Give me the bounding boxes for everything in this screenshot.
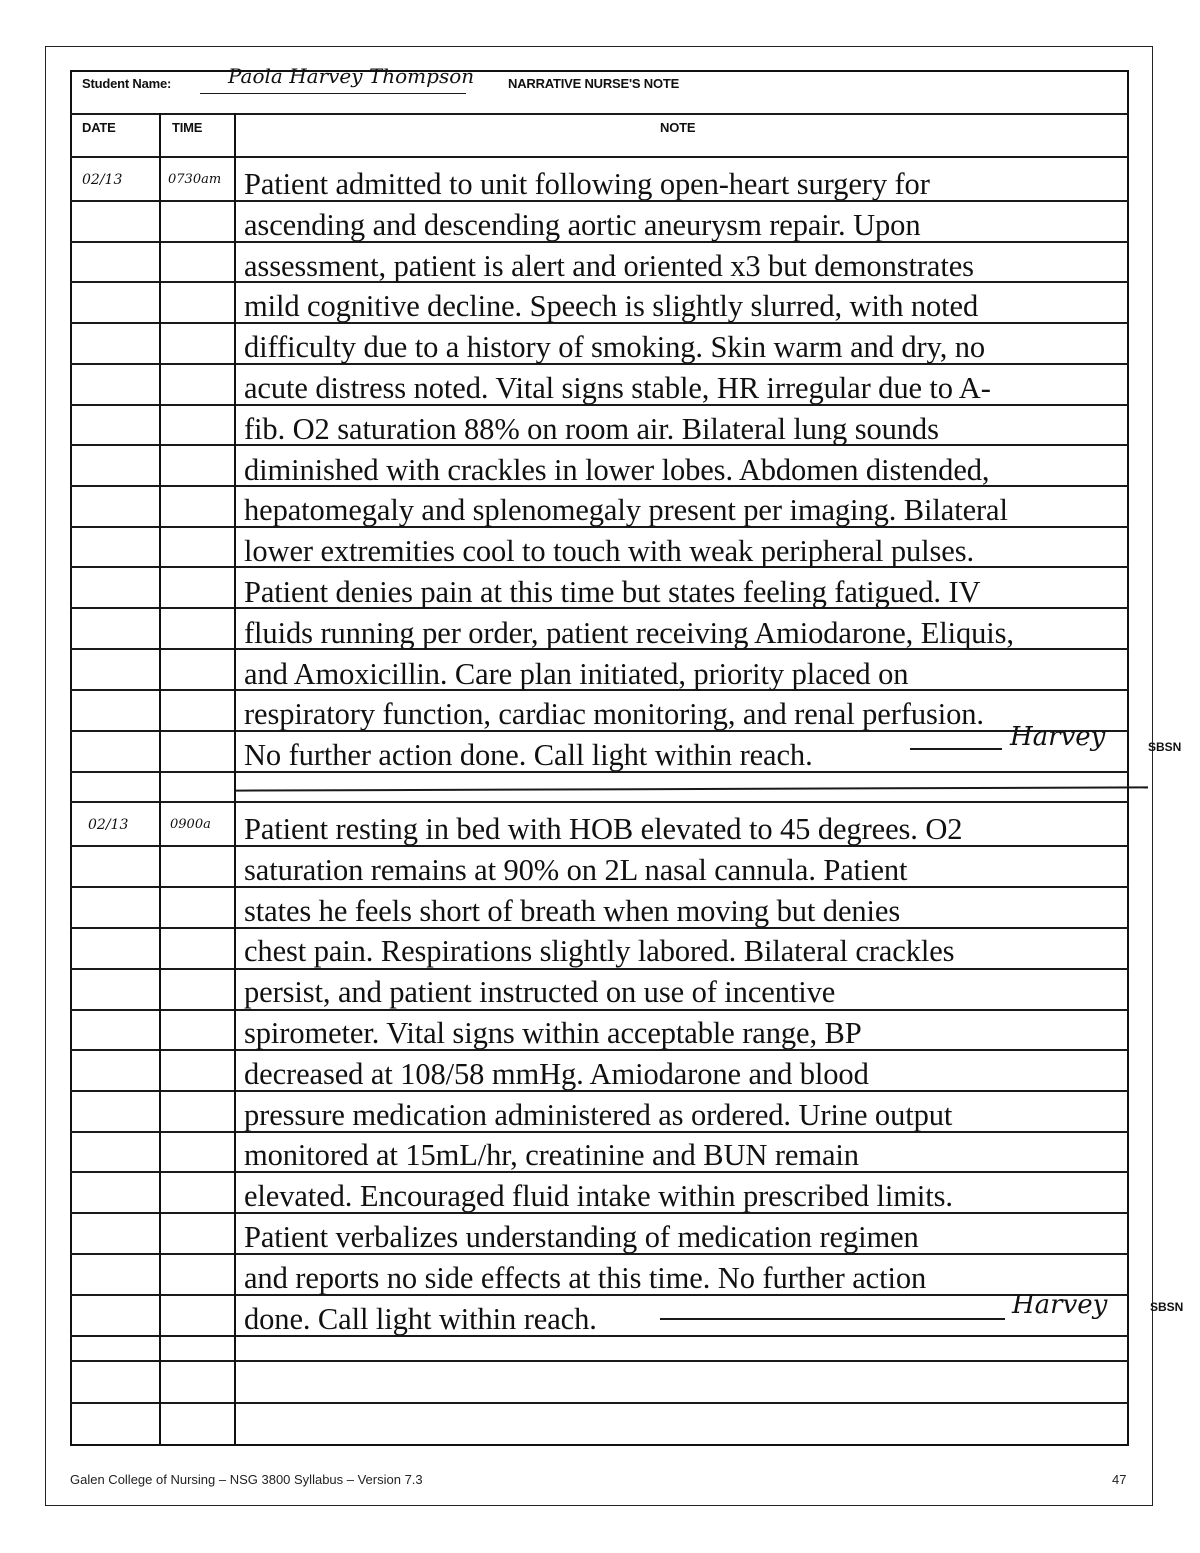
entry-1-signature-dash (910, 748, 1002, 750)
entry-2-credential: SBSN (1150, 1300, 1184, 1314)
note-line: Patient verbalizes understanding of medication regimen (244, 1220, 919, 1254)
note-line: assessment, patient is alert and oriented x3 but demonstrates (244, 248, 974, 283)
note-line: lower extremities cool to touch with weak peripheral pulses. (244, 534, 975, 569)
footer-text: Galen College of Nursing – NSG 3800 Syllabus – Version 7.3 (70, 1472, 423, 1487)
note-line: pressure medication administered as ordered. Urine output (244, 1097, 953, 1132)
note-line: difficulty due to a history of smoking. Skin warm and dry, no (244, 330, 986, 365)
note-line: mild cognitive decline. Speech is slightly slurred, with noted (244, 289, 979, 324)
table-row-line (70, 113, 1129, 115)
table-row-line (70, 156, 1129, 158)
note-line: acute distress noted. Vital signs stable, HR irregular due to A- (244, 371, 991, 405)
note-column-header: NOTE (660, 120, 696, 135)
note-line: fluids running per order, patient receiving Amiodarone, Eliquis, (244, 615, 1014, 650)
note-line: states he feels short of breath when moving but denies (244, 893, 901, 928)
note-line: and Amoxicillin. Care plan initiated, priority placed on (244, 656, 909, 691)
entry-2-time: 0900a (170, 817, 211, 832)
entry-1-time: 0730am (168, 172, 222, 187)
note-line: persist, and patient instructed on use of incentive (244, 975, 836, 1010)
note-line: monitored at 15mL/hr, creatinine and BUN remain (244, 1138, 859, 1173)
entry-2-date: 02/13 (88, 817, 129, 833)
note-line: Patient denies pain at this time but states feeling fatigued. IV (244, 575, 981, 609)
time-column-header: TIME (172, 120, 203, 135)
entry-1-credential: SBSN (1148, 740, 1182, 754)
table-row-line (70, 1335, 1129, 1337)
time-column-divider (234, 113, 236, 1446)
note-line: decreased at 108/58 mmHg. Amiodarone and blood (244, 1056, 869, 1091)
table-row-line (70, 1402, 1129, 1404)
note-line: diminished with crackles in lower lobes. Abdomen distended, (244, 452, 990, 487)
note-line: spirometer. Vital signs within acceptable range, BP (244, 1016, 862, 1050)
entry-2-signature: Harvey (1012, 1290, 1108, 1320)
date-column-divider (159, 113, 161, 1446)
note-line: elevated. Encouraged fluid intake within prescribed limits. (244, 1179, 953, 1214)
note-line: fib. O2 saturation 88% on room air. Bilateral lung sounds (244, 411, 939, 446)
entry-1-signature: Harvey (1010, 722, 1106, 752)
page-number: 47 (1112, 1472, 1127, 1487)
student-name-label: Student Name: (82, 76, 172, 91)
entry-2-signature-dash (660, 1318, 1005, 1320)
note-line: No further action done. Call light within reach. (244, 738, 813, 773)
note-line: done. Call light within reach. (244, 1301, 597, 1336)
note-line: saturation remains at 90% on 2L nasal cannula. Patient (244, 852, 908, 887)
form-title: NARRATIVE NURSE'S NOTE (508, 76, 680, 91)
note-line: hepatomegaly and splenomegaly present per imaging. Bilateral (244, 493, 1008, 528)
entry-1-date: 02/13 (82, 172, 123, 188)
note-line: Patient resting in bed with HOB elevated to 45 degrees. O2 (244, 812, 963, 846)
student-name-underline (200, 93, 466, 94)
table-row-line (70, 1360, 1129, 1362)
note-line: chest pain. Respirations slightly labored. Bilateral crackles (244, 934, 955, 969)
note-line: Patient admitted to unit following open-heart surgery for (244, 167, 930, 201)
note-line: respiratory function, cardiac monitoring, and renal perfusion. (244, 697, 984, 732)
student-name-signature: Paola Harvey Thompson (228, 64, 475, 88)
table-row-line (70, 801, 1129, 803)
note-line: ascending and descending aortic aneurysm repair. Upon (244, 207, 921, 242)
date-column-header: DATE (82, 120, 116, 135)
note-line: and reports no side effects at this time. No further action (244, 1260, 927, 1295)
